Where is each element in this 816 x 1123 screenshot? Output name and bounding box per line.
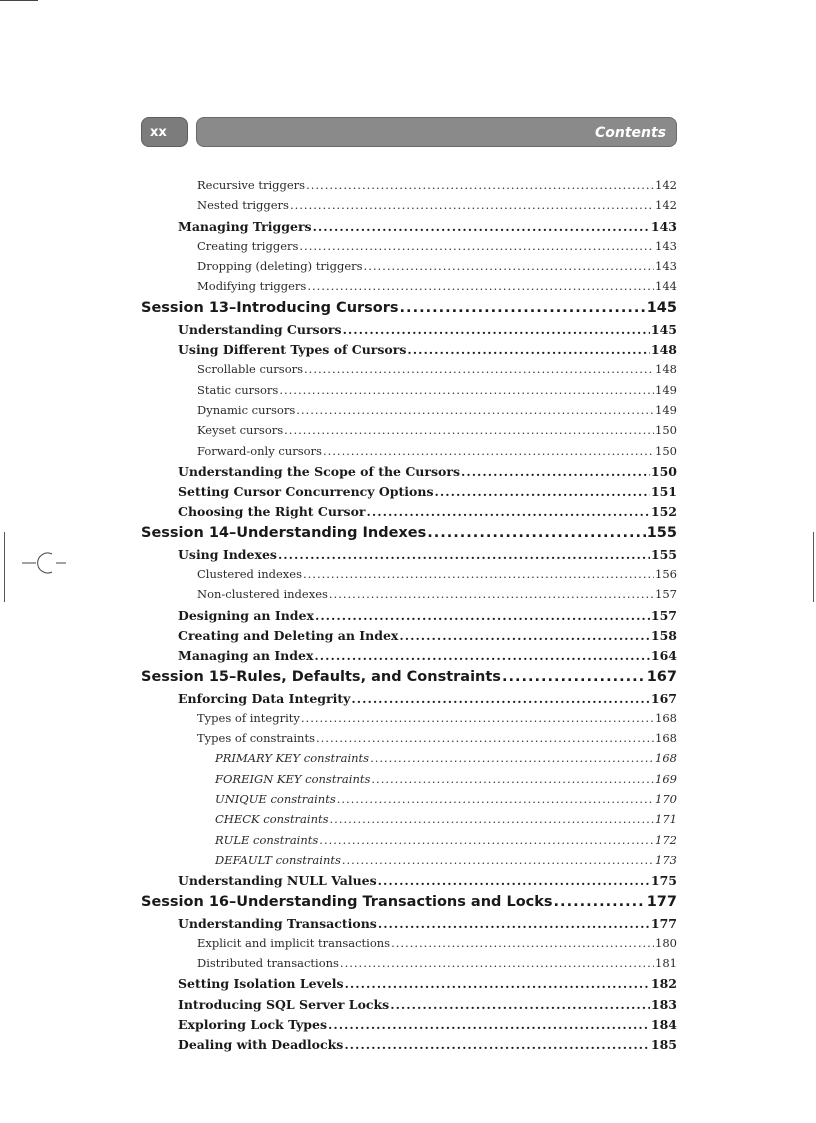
toc-entry[interactable] <box>0 976 816 996</box>
toc-entry-page-number: 181 <box>655 956 677 971</box>
dot-leader <box>304 362 654 376</box>
dot-leader <box>435 484 650 499</box>
dot-leader <box>364 259 655 273</box>
dot-leader <box>284 423 654 437</box>
toc-entry-title: Session 16–Understanding Transactions and Locks <box>141 893 553 910</box>
toc-entry[interactable] <box>0 956 816 976</box>
dot-leader <box>344 1037 650 1052</box>
dot-leader <box>370 751 654 765</box>
dot-leader <box>378 916 650 931</box>
toc-entry-page-number: 185 <box>650 1037 677 1053</box>
dot-leader <box>303 567 654 581</box>
toc-entry-title: Explicit and implicit transactions <box>197 935 391 950</box>
dot-leader <box>278 547 650 562</box>
toc-entry[interactable] <box>0 239 816 259</box>
dot-leader <box>279 383 654 397</box>
toc-entry[interactable] <box>0 403 816 423</box>
toc-entry-page-number: 144 <box>655 279 677 294</box>
toc-entry-title: Dropping (deleting) triggers <box>197 259 363 274</box>
toc-entry-page-number: 167 <box>646 668 677 685</box>
toc-entry-page-number: 155 <box>650 546 677 562</box>
dot-leader <box>328 1017 650 1032</box>
dot-leader <box>319 833 654 847</box>
toc-entry[interactable] <box>0 873 816 893</box>
toc-entry[interactable] <box>0 628 816 648</box>
dot-leader <box>340 956 654 970</box>
toc-entry-title: UNIQUE constraints <box>215 792 336 807</box>
toc-entry[interactable] <box>0 936 816 956</box>
dot-leader <box>390 997 650 1012</box>
toc-entry-title: Using Indexes <box>178 546 277 562</box>
toc-entry-title: Managing an Index <box>178 648 314 664</box>
toc-entry[interactable] <box>0 342 816 362</box>
toc-entry[interactable] <box>0 853 816 873</box>
toc-entry[interactable] <box>0 751 816 771</box>
toc-entry-title: Understanding the Scope of the Cursors <box>178 463 460 479</box>
dot-leader <box>299 239 654 253</box>
toc-entry-title: Session 14–Understanding Indexes <box>141 524 427 541</box>
toc-entry-page-number: 150 <box>650 463 677 479</box>
toc-entry-title: CHECK constraints <box>215 812 329 827</box>
toc-entry-title: Understanding Cursors <box>178 321 342 337</box>
toc-entry-title: Managing Triggers <box>178 218 312 234</box>
dot-leader <box>316 731 654 745</box>
table-of-contents <box>0 178 816 1058</box>
toc-entry-title: Enforcing Data Integrity <box>178 690 351 706</box>
toc-entry-page-number: 152 <box>650 504 677 520</box>
toc-entry-title: Understanding Transactions <box>178 915 377 931</box>
toc-entry-page-number: 172 <box>655 832 677 847</box>
toc-entry[interactable] <box>0 812 816 832</box>
dot-leader <box>407 342 650 357</box>
dot-leader <box>427 525 645 541</box>
toc-entry-page-number: 180 <box>655 935 677 950</box>
toc-entry[interactable] <box>0 1017 816 1037</box>
toc-entry-page-number: 168 <box>655 731 677 746</box>
dot-leader <box>337 792 654 806</box>
toc-entry-page-number: 156 <box>655 567 677 582</box>
toc-entry-page-number: 143 <box>650 218 677 234</box>
section-title-tab: Contents <box>196 117 677 147</box>
toc-entry-page-number: 173 <box>655 852 677 867</box>
toc-entry[interactable] <box>0 259 816 279</box>
toc-entry-title: Creating triggers <box>197 238 299 253</box>
dot-leader <box>400 300 646 316</box>
toc-entry-title: Understanding NULL Values <box>178 873 377 889</box>
toc-entry-page-number: 157 <box>655 587 677 602</box>
toc-entry-page-number: 177 <box>650 915 677 931</box>
toc-entry-page-number: 142 <box>655 198 677 213</box>
toc-entry[interactable] <box>0 648 816 668</box>
toc-entry-page-number: 170 <box>655 792 677 807</box>
dot-leader <box>399 628 650 643</box>
toc-entry[interactable] <box>0 916 816 936</box>
toc-entry-title: FOREIGN KEY constraints <box>215 771 371 786</box>
toc-entry[interactable] <box>0 567 816 587</box>
toc-entry-page-number: 145 <box>646 299 677 316</box>
dot-leader <box>502 669 646 685</box>
toc-entry[interactable] <box>0 997 816 1017</box>
toc-entry-page-number: 149 <box>655 382 677 397</box>
toc-entry[interactable] <box>0 444 816 464</box>
toc-entry-title: Modifying triggers <box>197 279 307 294</box>
dot-leader <box>314 648 649 663</box>
toc-entry-page-number: 175 <box>650 873 677 889</box>
toc-entry-page-number: 168 <box>655 710 677 725</box>
toc-entry-title: Clustered indexes <box>197 567 302 582</box>
toc-entry-page-number: 145 <box>650 321 677 337</box>
toc-entry-title: Setting Cursor Concurrency Options <box>178 484 434 500</box>
toc-entry-title: Static cursors <box>197 382 279 397</box>
toc-entry-title: Scrollable cursors <box>197 362 304 377</box>
toc-entry[interactable] <box>0 362 816 382</box>
toc-entry-title: Types of constraints <box>197 731 315 746</box>
toc-entry-page-number: 143 <box>655 259 677 274</box>
toc-entry-title: Setting Isolation Levels <box>178 976 344 992</box>
toc-entry[interactable] <box>0 731 816 751</box>
toc-entry-title: Designing an Index <box>178 607 314 623</box>
dot-leader <box>343 322 650 337</box>
toc-entry[interactable] <box>0 300 816 322</box>
toc-entry-title: Dynamic cursors <box>197 402 296 417</box>
toc-entry-title: Recursive triggers <box>197 178 306 192</box>
toc-entry-page-number: 169 <box>655 771 677 786</box>
toc-entry-title: Creating and Deleting an Index <box>178 627 399 643</box>
toc-entry-page-number: 148 <box>655 362 677 377</box>
toc-entry-title: PRIMARY KEY constraints <box>215 751 370 766</box>
toc-entry-page-number: 177 <box>646 893 677 910</box>
dot-leader <box>330 812 655 826</box>
dot-leader <box>342 853 654 867</box>
toc-entry-title: Dealing with Deadlocks <box>178 1037 344 1053</box>
page-header <box>141 117 677 149</box>
toc-entry-title: Forward-only cursors <box>197 443 322 458</box>
dot-leader <box>367 504 650 519</box>
toc-entry-title: Distributed transactions <box>197 956 339 971</box>
toc-entry[interactable] <box>0 587 816 607</box>
toc-entry[interactable] <box>0 322 816 342</box>
toc-entry-page-number: 184 <box>650 1016 677 1032</box>
toc-entry-page-number: 158 <box>650 627 677 643</box>
toc-entry-title: Session 15–Rules, Defaults, and Constraints <box>141 668 501 685</box>
toc-entry[interactable] <box>0 691 816 711</box>
toc-entry-title: DEFAULT constraints <box>215 852 341 867</box>
toc-entry-page-number: 148 <box>650 342 677 358</box>
dot-leader <box>306 178 654 192</box>
toc-entry-title: RULE constraints <box>215 832 319 847</box>
toc-entry[interactable] <box>0 792 816 812</box>
dot-leader <box>323 444 654 458</box>
dot-leader <box>391 936 654 950</box>
toc-entry[interactable] <box>0 279 816 299</box>
toc-entry[interactable] <box>0 669 816 691</box>
toc-entry-title: Using Different Types of Cursors <box>178 342 407 358</box>
toc-entry[interactable] <box>0 219 816 239</box>
toc-entry[interactable] <box>0 504 816 524</box>
toc-entry[interactable] <box>0 484 816 504</box>
toc-entry-page-number: 183 <box>650 996 677 1012</box>
toc-entry-title: Keyset cursors <box>197 423 284 438</box>
dot-leader <box>315 608 650 623</box>
toc-entry-page-number: 155 <box>646 524 677 541</box>
dot-leader <box>313 219 650 234</box>
toc-entry-title: Session 13–Introducing Cursors <box>141 299 399 316</box>
dot-leader <box>301 711 654 725</box>
dot-leader <box>307 279 654 293</box>
toc-entry[interactable] <box>0 833 816 853</box>
toc-entry[interactable] <box>0 383 816 403</box>
toc-entry-page-number: 150 <box>655 443 677 458</box>
toc-entry-page-number: 142 <box>655 178 677 192</box>
toc-entry[interactable] <box>0 608 816 628</box>
dot-leader <box>351 691 650 706</box>
toc-entry[interactable] <box>0 525 816 547</box>
toc-entry[interactable] <box>0 1037 816 1057</box>
toc-entry[interactable] <box>0 464 816 484</box>
toc-entry-page-number: 164 <box>650 648 677 664</box>
toc-entry[interactable] <box>0 772 816 792</box>
toc-entry-page-number: 143 <box>655 238 677 253</box>
toc-entry-title: Non-clustered indexes <box>197 587 328 602</box>
toc-entry-page-number: 151 <box>650 484 677 500</box>
toc-entry[interactable] <box>0 711 816 731</box>
toc-entry-page-number: 149 <box>655 402 677 417</box>
toc-entry-page-number: 157 <box>650 607 677 623</box>
toc-entry-title: Types of integrity <box>197 710 300 725</box>
crop-mark-top-left <box>0 0 38 1</box>
toc-entry[interactable] <box>0 894 816 916</box>
dot-leader <box>345 976 650 991</box>
dot-leader <box>290 198 654 212</box>
toc-entry-page-number: 171 <box>655 812 677 827</box>
dot-leader <box>461 464 650 479</box>
toc-entry-title: Choosing the Right Cursor <box>178 504 366 520</box>
toc-entry-page-number: 150 <box>655 423 677 438</box>
dot-leader <box>371 772 654 786</box>
dot-leader <box>296 403 654 417</box>
toc-entry-title: Exploring Lock Types <box>178 1016 327 1032</box>
dot-leader <box>329 587 654 601</box>
toc-entry-page-number: 167 <box>650 690 677 706</box>
toc-entry-title: Introducing SQL Server Locks <box>178 996 390 1012</box>
toc-entry-title: Nested triggers <box>197 198 289 213</box>
dot-leader <box>554 894 646 910</box>
toc-entry[interactable] <box>0 423 816 443</box>
toc-entry[interactable] <box>0 178 816 198</box>
toc-entry-page-number: 182 <box>650 976 677 992</box>
dot-leader <box>378 873 650 888</box>
toc-entry[interactable] <box>0 198 816 218</box>
toc-entry-page-number: 168 <box>655 751 677 766</box>
page-number-tab: xx <box>141 117 188 147</box>
toc-entry[interactable] <box>0 547 816 567</box>
